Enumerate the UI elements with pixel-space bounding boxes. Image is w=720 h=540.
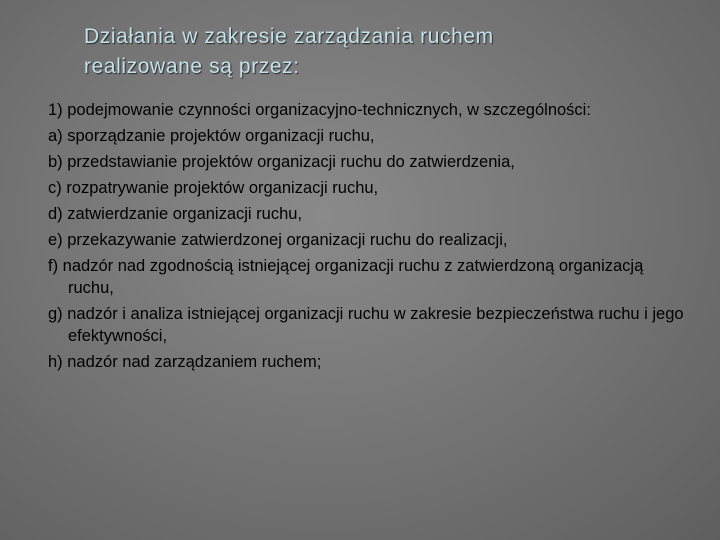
slide-title-line-1: Działania w zakresie zarządzania ruchem — [84, 25, 494, 48]
list-item-b: b) przedstawianie projektów organizacji ruchu do zatwierdzenia, — [48, 153, 515, 171]
list-item-e: e) przekazywanie zatwierdzonej organizacji ruchu do realizacji, — [48, 231, 508, 249]
list-item-h: h) nadzór nad zarządzaniem ruchem; — [48, 353, 322, 371]
list-item-g: g) nadzór i analiza istniejącej organizacji ruchu w zakresie bezpieczeństwa ruchu i jego efektywności, — [48, 305, 684, 345]
list-item-1: 1) podejmowanie czynności organizacyjno-technicznych, w szczególności: — [48, 101, 591, 119]
list-item-a: a) sporządzanie projektów organizacji ruchu, — [48, 127, 375, 145]
list-item-f: f) nadzór nad zgodnością istniejącej organizacji ruchu z zatwierdzoną organizacją ruchu, — [48, 257, 644, 297]
list-item-d: d) zatwierdzanie organizacji ruchu, — [48, 205, 303, 223]
slide-title — [84, 22, 684, 82]
slide-content-list — [48, 99, 688, 377]
slide-title-line-2: realizowane są przez: — [84, 55, 300, 78]
list-item-c: c) rozpatrywanie projektów organizacji ruchu, — [48, 179, 379, 197]
